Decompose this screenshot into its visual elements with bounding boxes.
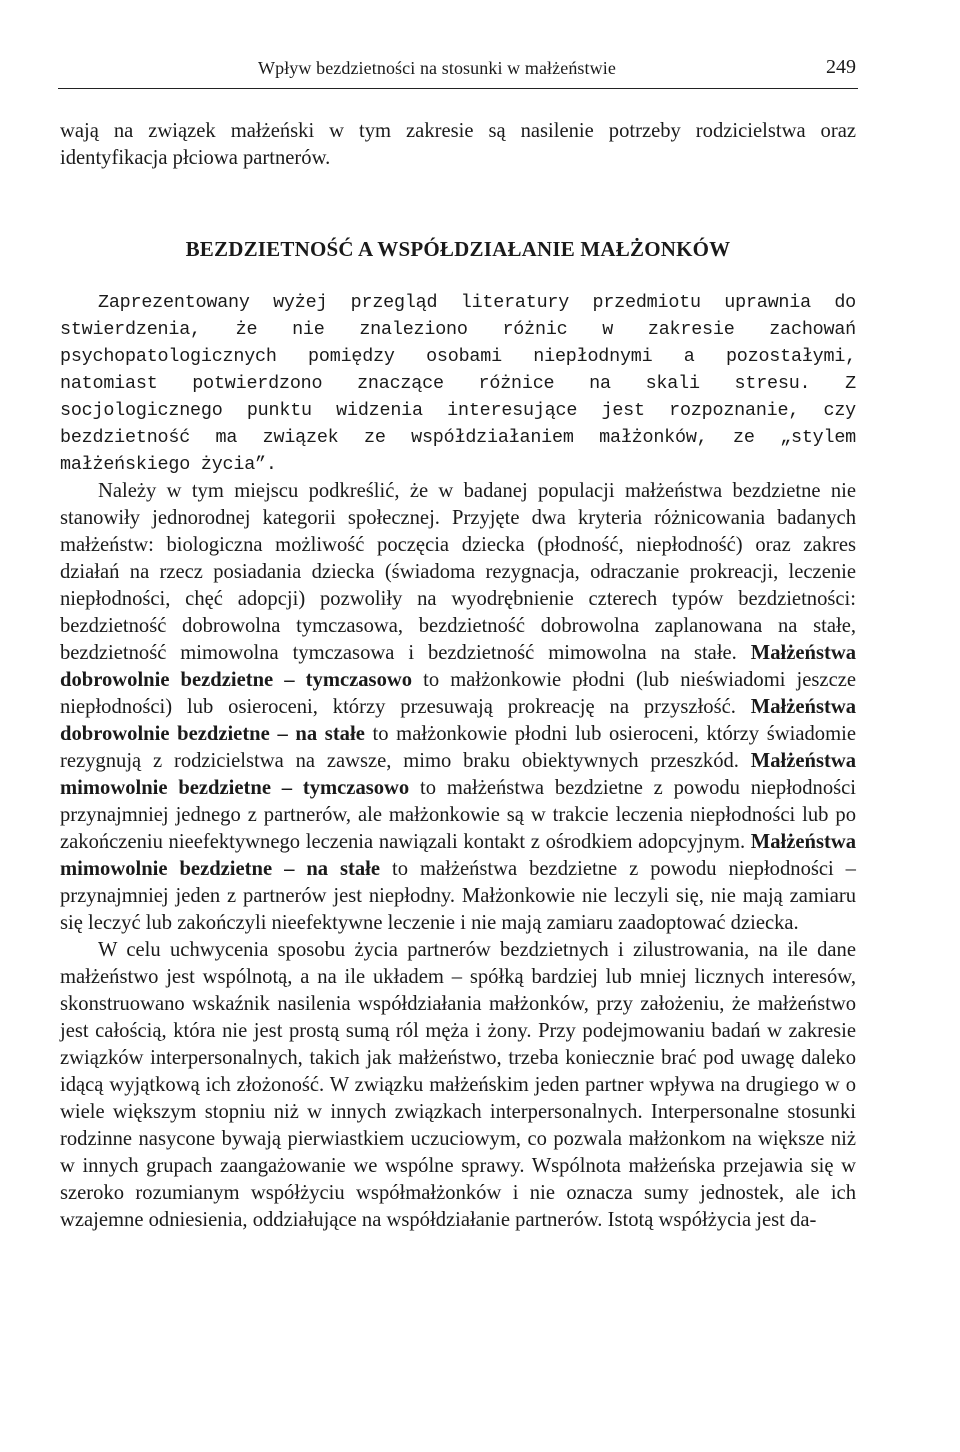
definition-voluntary-temporary: to małżonkowie płodni (lub nieświadomi jeszcze niepłodności) lub osieroceni, którzy przesuwają prokreację na przyszłość. [60,669,856,718]
section-heading: BEZDZIETNOŚĆ A WSPÓŁDZIAŁANIE MAŁŻONKÓW [185,237,731,261]
running-title: Wpływ bezdzietności na stosunki w małżeństwie [258,58,616,78]
paragraph-2 [60,478,856,937]
body-text [60,118,856,1234]
paragraph-2-intro: Należy w tym miejscu podkreślić, że w badanej populacji małżeństwa bezdzietne nie stanowiły jednorodnej kategorii społecznej. Przyjęte dwa kryteria różnicowania badanych małżeństw: biologiczna możliwość poczęcia dziecka (płodność, niepłodność) oraz zakres działań na rzecz posiadania dziecka (świadoma rezygnacja, odraczanie prokreacji, leczenie niepłodności, chęć adopcji) pozwoliły na wyodrębnienie czterech typów bezdzietności: bezdzietność dobrowolna tymczasowa, bezdzietność dobrowolna zaplanowana na stałe, bezdzietność mimowolna tymczasowa i bezdzietność mimowolna na stałe. [60,480,856,664]
definition-involuntary-temporary: to małżeństwa bezdzietne z powodu niepłodności przynajmniej jednego z partnerów, ale małżonkowie są w trakcie leczenia niepłodności lub po zakończeniu nieefektywnego leczenia nawiązali kontakt z ośrodkiem adopcyjnym. [60,777,856,853]
term-voluntary-permanent: Małżeństwa dobrowolnie bezdzietne – na stałe [60,696,856,745]
definition-involuntary-permanent: to małżeństwa bezdzietne z powodu niepłodności – przynajmniej jeden z partnerów jest niepłodny. Małżonkowie nie leczyli się, nie mają zamiaru się leczyć lub zakończyli nieefektywne leczenie i nie mają zamiaru zaadoptować dziecka. [60,858,856,934]
term-involuntary-permanent: Małżeństwa mimowolnie bezdzietne – na stałe [60,831,856,880]
definition-voluntary-permanent: to małżonkowie płodni lub osieroceni, którzy świadomie rezygnują z rodzicielstwa na zawsze, mimo braku obiektywnych przeszkód. [60,723,856,772]
paragraph-3: W celu uchwycenia sposobu życia partnerów bezdzietnych i zilustrowania, na ile dane małżeństwo jest wspólnotą, a na ile układem – spółką bardziej lub mniej licznych interesów, skonstruowano wskaźnik nasilenia współdziałania małżonków, przy założeniu, że małżeństwo jest całością, która nie jest prostą sumą ról męża i żony. Przy podejmowaniu badań w zakresie związków interpersonalnych, takich jak małżeństwo, trzeba koniecznie brać pod uwagę daleko idącą wyjątkową ich złożoność. W związku małżeńskim jeden partner wpływa na drugiego w o wiele większym stopniu niż w innych związkach interpersonalnych. Interpersonalne stosunki rodzinne nasycone bywają pierwiastkiem uczuciowym, co pozwala małżonkom na większe niż w innych grupach zaangażowanie we wspólne sprawy. Wspólnota małżeńska przejawia się w szeroko rozumianym współżyciu współmałżonków i nie oznacza sumy jednostek, ale ich wzajemne odniesienia, oddziałujące na współdziałanie partnerów. Istotą współżycia jest da- [60,939,856,1231]
term-involuntary-temporary: Małżeństwa mimowolnie bezdzietne – tymczasowo [60,750,856,799]
paragraph-1: Zaprezentowany wyżej przegląd literatury przedmiotu uprawnia do stwierdzenia, że nie znaleziono różnic w zakresie zachowań psychopatologicznych pomiędzy osobami niepłodnymi a pozostałymi, natomiast potwierdzono znaczące różnice na skali stresu. Z socjologicznego punktu widzenia interesujące jest rozpoznanie, czy bezdzietność ma związek ze współdziałaniem małżonków, ze „stylem małżeńskiego życia”. [60,292,856,475]
intro-paragraph: wają na związek małżeński w tym zakresie są nasilenie potrzeby rodzicielstwa oraz identyfikacja płciowa partnerów. [60,120,856,169]
running-header [58,54,858,89]
page-number: 249 [826,56,856,78]
term-voluntary-temporary: Małżeństwa dobrowolnie bezdzietne – tymczasowo [60,642,856,691]
